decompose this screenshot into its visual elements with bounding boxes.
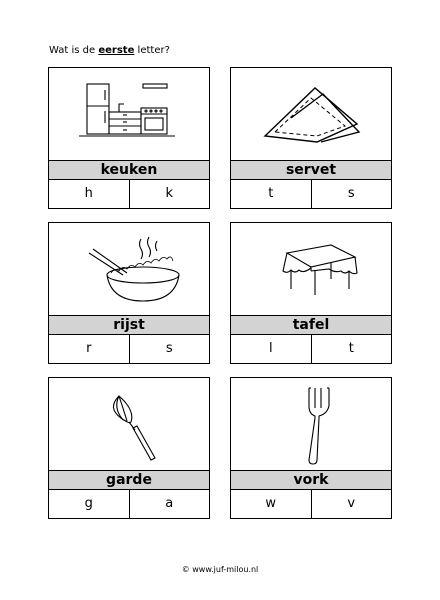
table-icon: [231, 223, 391, 313]
answer-options: [231, 180, 391, 208]
card-garde: [48, 377, 210, 519]
card-keuken: [48, 67, 210, 209]
question-text: [49, 45, 170, 56]
option-left[interactable]: l: [231, 335, 312, 363]
card-servet: [230, 67, 392, 209]
whisk-icon: [49, 378, 209, 468]
option-right[interactable]: s: [347, 186, 355, 201]
option-left[interactable]: g: [49, 490, 130, 518]
question-prefix: Wat is de: [49, 45, 96, 56]
napkin-icon: [231, 68, 391, 158]
option-right[interactable]: t: [348, 341, 354, 356]
answer-options: [231, 490, 391, 518]
word-label: tafel: [231, 315, 391, 335]
answer-options: [49, 335, 209, 363]
word-label: keuken: [49, 160, 209, 180]
rice-bowl-icon: [49, 223, 209, 313]
answer-options: [49, 180, 209, 208]
option-left[interactable]: w: [231, 490, 312, 518]
card-rijst: [48, 222, 210, 364]
option-left[interactable]: r: [49, 335, 130, 363]
fork-icon: [231, 378, 391, 468]
word-label: rijst: [49, 315, 209, 335]
option-left[interactable]: t: [231, 180, 312, 208]
footer-credit: © www.juf-milou.nl: [181, 565, 259, 574]
word-label: vork: [231, 470, 391, 490]
card-tafel: [230, 222, 392, 364]
option-right[interactable]: a: [165, 496, 174, 511]
card-vork: [230, 377, 392, 519]
option-right[interactable]: k: [165, 186, 174, 201]
word-label: servet: [231, 160, 391, 180]
option-left[interactable]: h: [49, 180, 130, 208]
answer-options: [231, 335, 391, 363]
kitchen-icon: [49, 68, 209, 158]
option-right[interactable]: v: [347, 496, 356, 511]
answer-options: [49, 490, 209, 518]
option-right[interactable]: s: [165, 341, 173, 356]
question-emphasis: eerste: [98, 45, 135, 56]
word-label: garde: [49, 470, 209, 490]
question-suffix: letter?: [137, 45, 170, 56]
